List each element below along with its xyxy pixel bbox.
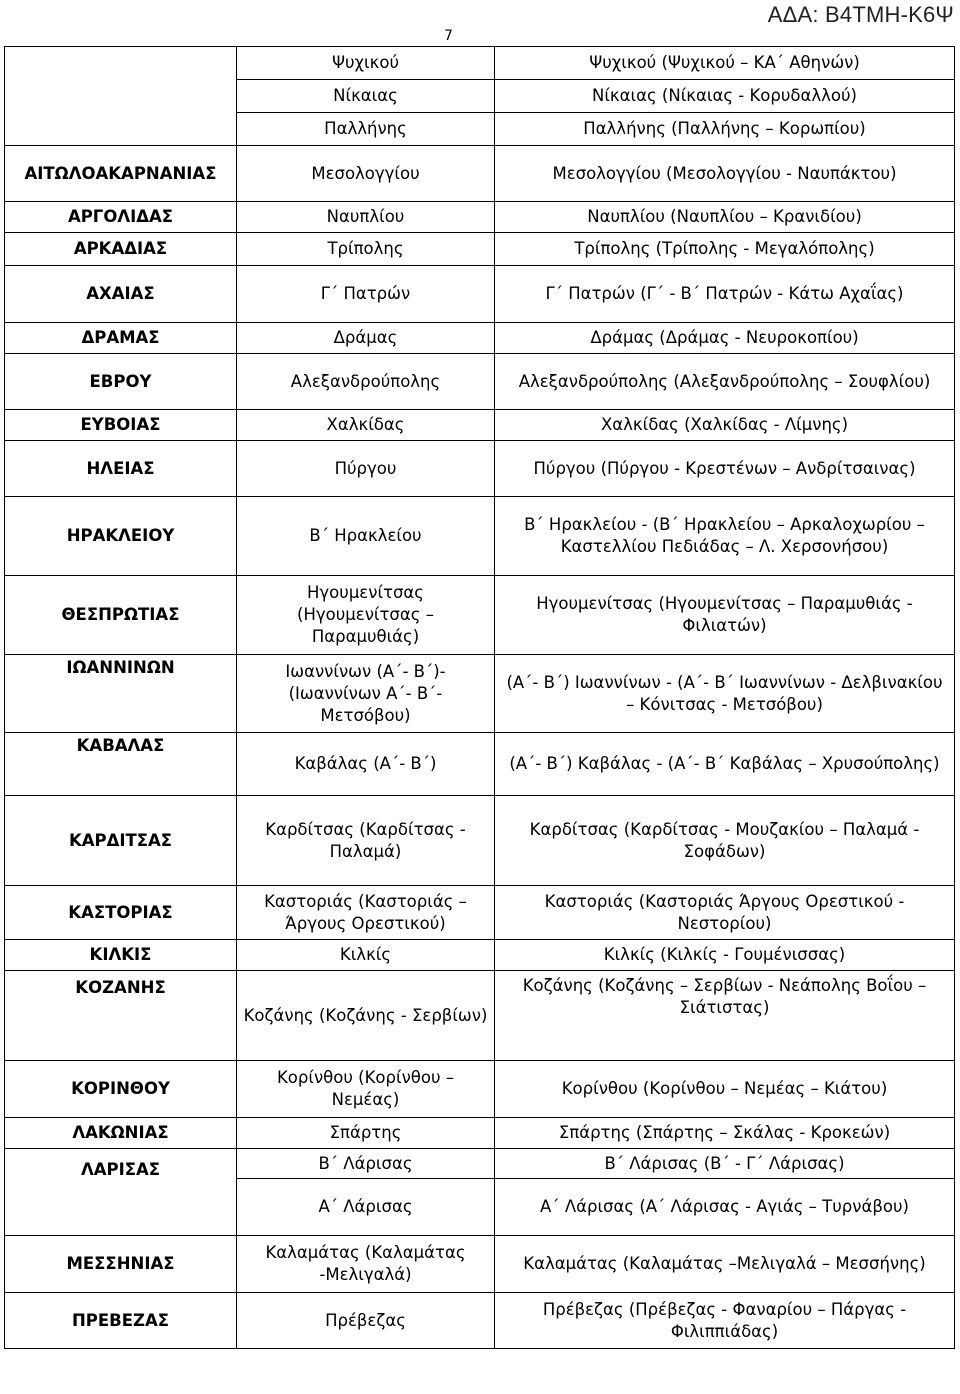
district-cell: (Α΄- Β΄) Ιωαννίνων - (Α΄- Β΄ Ιωαννίνων - Δελβινακίου – Κόνιτσας - Μετσόβου) [495,655,955,733]
prefecture-cell: ΠΡΕΒΕΖΑΣ [5,1293,237,1349]
prefecture-cell [5,47,237,146]
district-cell: Ψυχικού (Ψυχικού – ΚΑ΄ Αθηνών) [495,47,955,80]
district-cell: Α΄ Λάρισας (Α΄ Λάρισας - Αγιάς – Τυρνάβου) [495,1179,955,1236]
prefecture-cell: ΜΕΣΣΗΝΙΑΣ [5,1236,237,1293]
directorate-cell: Β΄ Ηρακλείου [237,497,495,576]
table-row [5,1061,955,1118]
table-row [5,733,955,796]
directorate-cell: Γ΄ Πατρών [237,266,495,323]
ada-code: ΑΔΑ: Β4ΤΜΗ-Κ6Ψ [767,2,954,27]
prefecture-cell: ΚΙΛΚΙΣ [5,940,237,971]
district-cell: Ναυπλίου (Ναυπλίου – Κρανιδίου) [495,202,955,233]
directorate-cell: Α΄ Λάρισας [237,1179,495,1236]
table-row [5,1149,955,1179]
table-row [5,1293,955,1349]
education-directorates-table [4,46,955,1349]
district-cell: Καρδίτσας (Καρδίτσας - Μουζακίου – Παλαμά - Σοφάδων) [495,796,955,886]
table-row [5,1236,955,1293]
district-cell: Πύργου (Πύργου - Κρεστένων – Ανδρίτσαινας) [495,441,955,497]
directorate-cell: Πύργου [237,441,495,497]
table-row [5,202,955,233]
prefecture-cell: ΗΛΕΙΑΣ [5,441,237,497]
prefecture-cell: ΕΒΡΟΥ [5,354,237,410]
district-cell: (Α΄- Β΄) Καβάλας - (Α΄- Β΄ Καβάλας – Χρυσούπολης) [495,733,955,796]
directorate-cell: Ηγουμενίτσας (Ηγουμενίτσας – Παραμυθιάς) [237,576,495,655]
district-cell: Καλαμάτας (Καλαμάτας –Μελιγαλά – Μεσσήνης) [495,1236,955,1293]
directorate-cell: Νίκαιας [237,80,495,113]
table-row [5,323,955,354]
district-cell: Κοζάνης (Κοζάνης – Σερβίων - Νεάπολης Βοΐου – Σιάτιστας) [495,971,955,1061]
table-row [5,940,955,971]
district-cell: Β΄ Λάρισας (Β΄ - Γ΄ Λάρισας) [495,1149,955,1179]
prefecture-cell: ΛΑΚΩΝΙΑΣ [5,1118,237,1149]
district-cell: Παλλήνης (Παλλήνης – Κορωπίου) [495,113,955,146]
district-cell: Β΄ Ηρακλείου - (Β΄ Ηρακλείου – Αρκαλοχωρίου – Καστελλίου Πεδιάδας – Λ. Χερσονήσου) [495,497,955,576]
prefecture-cell: ΔΡΑΜΑΣ [5,323,237,354]
table-row [5,266,955,323]
directorate-cell: Ιωαννίνων (Α΄- Β΄)- (Ιωαννίνων Α΄- Β΄- Μετσόβου) [237,655,495,733]
district-cell: Αλεξανδρούπολης (Αλεξανδρούπολης – Σουφλίου) [495,354,955,410]
directorate-cell: Δράμας [237,323,495,354]
table-row [5,796,955,886]
directorate-cell: Κιλκίς [237,940,495,971]
prefecture-cell: ΕΥΒΟΙΑΣ [5,410,237,441]
prefecture-cell: ΚΟΡΙΝΘΟΥ [5,1061,237,1118]
directorate-cell: Σπάρτης [237,1118,495,1149]
district-cell: Σπάρτης (Σπάρτης – Σκάλας - Κροκεών) [495,1118,955,1149]
prefecture-cell: ΑΙΤΩΛΟΑΚΑΡΝΑΝΙΑΣ [5,146,237,202]
directorate-cell: Κοζάνης (Κοζάνης - Σερβίων) [237,971,495,1061]
prefecture-cell: ΘΕΣΠΡΩΤΙΑΣ [5,576,237,655]
district-cell: Τρίπολης (Τρίπολης - Μεγαλόπολης) [495,233,955,266]
district-cell: Πρέβεζας (Πρέβεζας - Φαναρίου – Πάργας - Φιλιππιάδας) [495,1293,955,1349]
directorate-cell: Κορίνθου (Κορίνθου – Νεμέας) [237,1061,495,1118]
prefecture-cell: ΙΩΑΝΝΙΝΩΝ [5,655,237,733]
prefecture-cell: ΛΑΡΙΣΑΣ [5,1149,237,1236]
table-row [5,971,955,1061]
district-cell: Χαλκίδας (Χαλκίδας - Λίμνης) [495,410,955,441]
district-cell: Νίκαιας (Νίκαιας - Κορυδαλλού) [495,80,955,113]
district-cell: Μεσολογγίου (Μεσολογγίου - Ναυπάκτου) [495,146,955,202]
district-cell: Κορίνθου (Κορίνθου – Νεμέας – Κιάτου) [495,1061,955,1118]
prefecture-cell: ΑΧΑΙΑΣ [5,266,237,323]
prefecture-cell: ΚΑΒΑΛΑΣ [5,733,237,796]
table-row [5,886,955,940]
prefecture-cell: ΚΟΖΑΝΗΣ [5,971,237,1061]
directorate-cell: Καστοριάς (Καστοριάς – Άργους Ορεστικού) [237,886,495,940]
directorate-cell: Β΄ Λάρισας [237,1149,495,1179]
directorate-cell: Τρίπολης [237,233,495,266]
prefecture-cell: ΑΡΓΟΛΙΔΑΣ [5,202,237,233]
directorate-cell: Μεσολογγίου [237,146,495,202]
table-row [5,441,955,497]
table-row [5,233,955,266]
prefecture-cell: ΚΑΡΔΙΤΣΑΣ [5,796,237,886]
table-row [5,354,955,410]
table-row [5,576,955,655]
table-row [5,47,955,80]
directorate-cell: Ψυχικού [237,47,495,80]
prefecture-cell: ΑΡΚΑΔΙΑΣ [5,233,237,266]
district-cell: Ηγουμενίτσας (Ηγουμενίτσας – Παραμυθιάς - Φιλιατών) [495,576,955,655]
district-cell: Δράμας (Δράμας - Νευροκοπίου) [495,323,955,354]
directorate-cell: Ναυπλίου [237,202,495,233]
directorate-cell: Καρδίτσας (Καρδίτσας - Παλαμά) [237,796,495,886]
district-cell: Γ΄ Πατρών (Γ΄ - Β΄ Πατρών - Κάτω Αχαΐας) [495,266,955,323]
district-cell: Κιλκίς (Κιλκίς - Γουμένισσας) [495,940,955,971]
directorate-cell: Πρέβεζας [237,1293,495,1349]
prefecture-cell: ΗΡΑΚΛΕΙΟΥ [5,497,237,576]
table-row [5,497,955,576]
table-row [5,146,955,202]
table-row [5,655,955,733]
directorate-cell: Καλαμάτας (Καλαμάτας -Μελιγαλά) [237,1236,495,1293]
table-row [5,1118,955,1149]
table-row [5,410,955,441]
directorate-cell: Χαλκίδας [237,410,495,441]
directorate-cell: Αλεξανδρούπολης [237,354,495,410]
page-number: 7 [444,28,453,44]
prefecture-cell: ΚΑΣΤΟΡΙΑΣ [5,886,237,940]
district-cell: Καστοριάς (Καστοριάς Άργους Ορεστικού - Νεστορίου) [495,886,955,940]
directorate-cell: Καβάλας (Α΄- Β΄) [237,733,495,796]
directorate-cell: Παλλήνης [237,113,495,146]
